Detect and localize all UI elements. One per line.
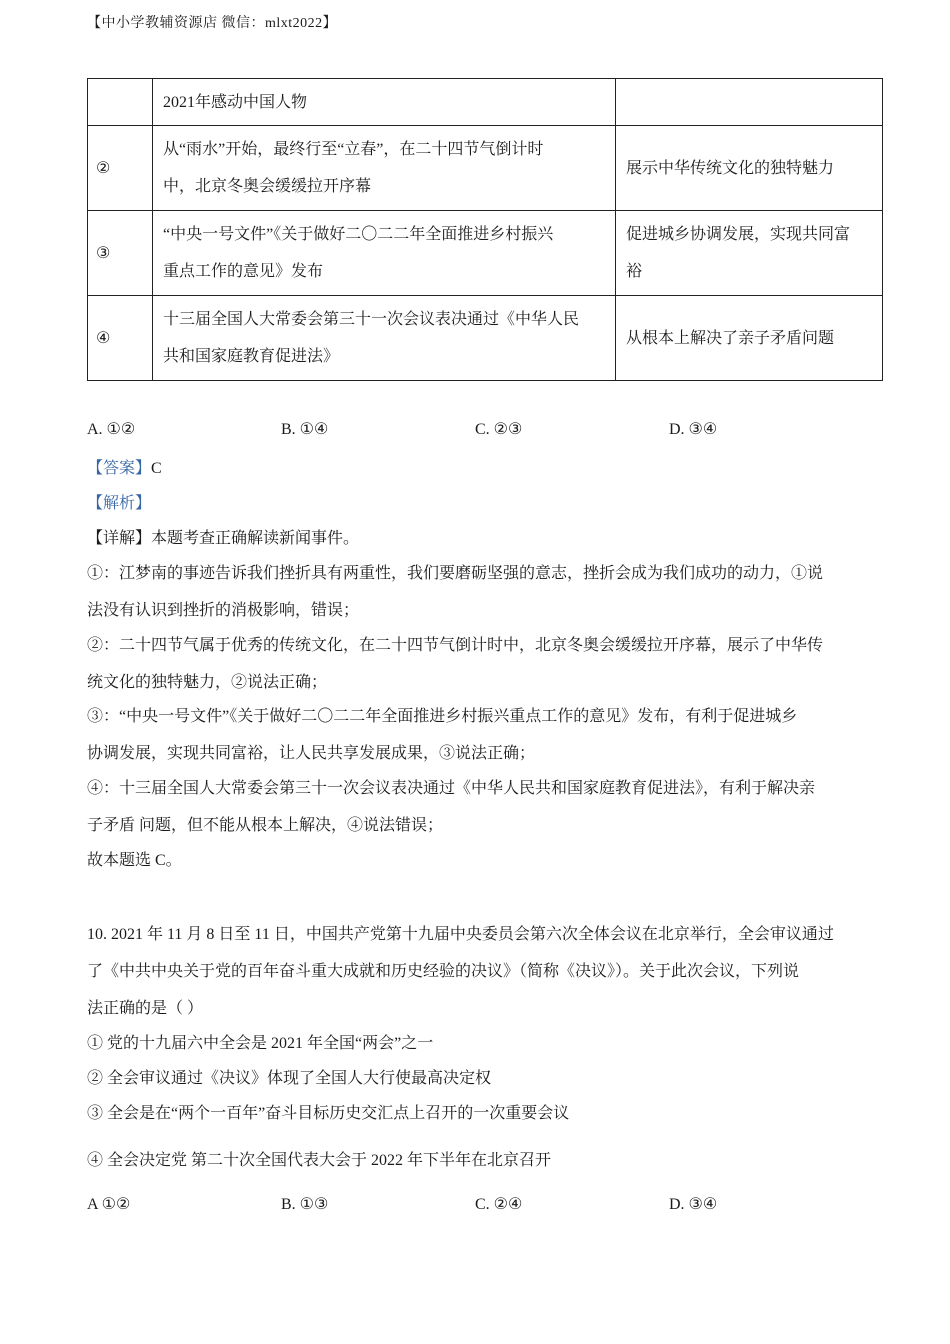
explanation-line: 协调发展，实现共同富裕，让人民共享发展成果，③说法正确； <box>87 745 536 762</box>
explanation-line: 法没有认识到挫折的消极影响，错误； <box>87 602 360 619</box>
event-cell: 2021年感动中国人物 <box>153 79 616 126</box>
q10-stem-line: 10. 2021 年 11 月 8 日至 11 日，中国共产党第十九届中央委员会第六次全体会议在北京举行，全会审议通过 <box>87 926 834 943</box>
meaning-line: 促进城乡协调发展，实现共同富 <box>626 226 851 243</box>
table-row <box>88 211 883 296</box>
explanation-line: ②：二十四节气属于优秀的传统文化，在二十四节气倒计时中，北京冬奥会缓缓拉开序幕，展示了中华传 <box>87 637 824 654</box>
event-line: 重点工作的意见》发布 <box>163 263 324 280</box>
meaning-cell <box>616 126 883 211</box>
q9-option-d: D. ③④ <box>669 421 718 438</box>
header-watermark: 【中小学教辅资源店 微信：mlxt2022】 <box>87 16 338 31</box>
meaning-line: 裕 <box>626 263 643 280</box>
explanation-line: 故本题选 C。 <box>87 852 182 869</box>
event-cell <box>153 211 616 296</box>
row-number: ③ <box>88 211 153 296</box>
row-number <box>88 79 153 126</box>
q9-option-b: B. ①④ <box>281 421 329 438</box>
answer-line <box>87 455 162 478</box>
q10-stem-line: 了《中共中央关于党的百年奋斗重大成就和历史经验的决议》（简称《决议》）。关于此次会议，下列说 <box>87 963 800 980</box>
q9-option-c: C. ②③ <box>475 421 523 438</box>
meaning-line: 从根本上解决了亲子矛盾问题 <box>626 329 835 347</box>
meaning-cell <box>616 211 883 296</box>
meaning-cell <box>616 296 883 381</box>
row-number: ② <box>88 126 153 211</box>
explanation-line: 统文化的独特魅力，②说法正确； <box>87 674 328 691</box>
q10-statement: ② 全会审议通过《决议》体现了全国人大行使最高决定权 <box>87 1070 492 1087</box>
q10-statement: ④ 全会决定党 第二十次全国代表大会于 2022 年下半年在北京召开 <box>87 1152 552 1169</box>
analysis-tag: 【解析】 <box>87 495 152 512</box>
event-line: 共和国家庭教育促进法》 <box>163 348 340 365</box>
answer-tag: 【答案】 <box>87 460 152 477</box>
event-cell <box>153 296 616 381</box>
q10-option-b: B. ①③ <box>281 1196 329 1213</box>
q10-option-a: A ①② <box>87 1196 131 1213</box>
q9-option-a: A. ①② <box>87 421 136 438</box>
answer-value: C <box>151 460 162 477</box>
explanation-line: ①：江梦南的事迹告诉我们挫折具有两重性，我们要磨砺坚强的意志，挫折会成为我们成功的动力，①说 <box>87 565 824 582</box>
event-cell <box>153 126 616 211</box>
q10-stem-line: 法正确的是（ ） <box>87 1000 204 1017</box>
meaning-line: 展示中华传统文化的独特魅力 <box>626 159 835 177</box>
detail-line: 【详解】本题考查正确解读新闻事件。 <box>87 530 360 547</box>
event-line: 十三届全国人大常委会第三十一次会议表决通过《中华人民 <box>163 311 580 328</box>
table-row <box>88 126 883 211</box>
event-line: 从“雨水”开始，最终行至“立春”，在二十四节气倒计时 <box>163 141 544 158</box>
explanation-line: 子矛盾 问题，但不能从根本上解决，④说法错误； <box>87 817 444 834</box>
table-row <box>88 296 883 381</box>
q10-statement: ③ 全会是在“两个一百年”奋斗目标历史交汇点上召开的一次重要会议 <box>87 1105 570 1122</box>
event-line: 中，北京冬奥会缓缓拉开序幕 <box>163 178 372 195</box>
explanation-line: ③：“中央一号文件”《关于做好二〇二二年全面推进乡村振兴重点工作的意见》发布，有利于促进城乡 <box>87 708 798 725</box>
meaning-cell <box>616 79 883 126</box>
news-event-table <box>87 78 883 381</box>
q10-statement: ① 党的十九届六中全会是 2021 年全国“两会”之一 <box>87 1035 434 1052</box>
table-row <box>88 79 883 126</box>
explanation-line: ④：十三届全国人大常委会第三十一次会议表决通过《中华人民共和国家庭教育促进法》，有利于解决亲 <box>87 780 816 797</box>
q10-option-d: D. ③④ <box>669 1196 718 1213</box>
row-number: ④ <box>88 296 153 381</box>
q10-option-c: C. ②④ <box>475 1196 523 1213</box>
event-line: “中央一号文件”《关于做好二〇二二年全面推进乡村振兴 <box>163 226 554 243</box>
